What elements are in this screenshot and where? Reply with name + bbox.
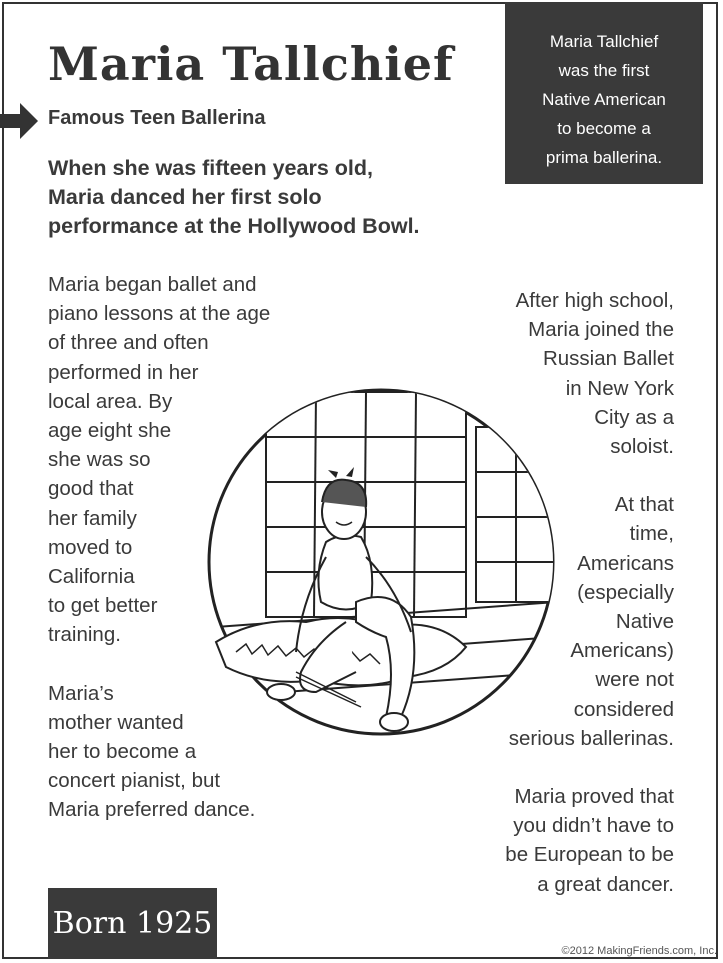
subtitle: Famous Teen Ballerina xyxy=(48,107,266,129)
fact-line: Maria Tallchief xyxy=(549,32,659,51)
text-line: she was so xyxy=(48,448,151,472)
text-line: to get better xyxy=(48,594,158,618)
text-line: you didn’t have to xyxy=(513,814,674,838)
text-line: After high school, xyxy=(515,289,674,312)
text-line: a great dancer. xyxy=(537,872,674,896)
text-line: Native xyxy=(615,610,674,634)
text-line: training. xyxy=(48,623,121,647)
text-line: be European to be xyxy=(505,843,674,867)
text-line: California xyxy=(48,565,135,589)
page-title: Maria Tallchief xyxy=(48,37,454,91)
fact-line: prima ballerina. xyxy=(545,148,663,167)
text-line: concert pianist, but xyxy=(48,769,221,793)
text-line: Maria joined the xyxy=(528,318,674,342)
text-line: serious ballerinas. xyxy=(508,726,674,750)
fact-box xyxy=(505,2,703,184)
text-line: moved to xyxy=(48,535,133,559)
text-line: time, xyxy=(629,522,674,546)
text-line: her family xyxy=(48,506,137,530)
text-line: Maria began ballet and xyxy=(48,273,257,296)
fact-line: to become a xyxy=(557,119,651,138)
text-line: At that xyxy=(614,493,674,517)
text-line: considered xyxy=(573,697,674,721)
text-line: Russian Ballet xyxy=(542,347,674,371)
born-badge: Born 1925 xyxy=(48,888,217,959)
text-line: local area. By xyxy=(48,389,173,413)
text-line: good that xyxy=(48,477,134,501)
text-line: were not xyxy=(595,668,674,692)
text-line: piano lessons at the age xyxy=(48,302,271,326)
text-line: Maria proved that xyxy=(514,785,674,809)
fact-line: was the first xyxy=(558,61,650,80)
ballerina-illustration xyxy=(196,372,576,782)
text-line: Maria preferred dance. xyxy=(48,798,256,822)
lead-line: performance at the Hollywood Bowl. xyxy=(48,214,420,238)
text-line: performed in her xyxy=(48,360,199,384)
arrow-right-icon xyxy=(0,103,38,139)
text-line: Americans) xyxy=(570,639,674,663)
text-line: Americans xyxy=(577,551,674,575)
text-line: in New York xyxy=(565,376,674,400)
copyright-notice: ©2012 MakingFriends.com, Inc. xyxy=(561,945,717,957)
fact-line: Native American xyxy=(542,90,666,109)
text-line: mother wanted xyxy=(48,710,184,734)
text-line: age eight she xyxy=(48,419,172,443)
text-line: soloist. xyxy=(610,435,674,459)
text-line: of three and often xyxy=(48,331,209,355)
lead-line: Maria danced her first solo xyxy=(48,185,322,209)
lead-paragraph xyxy=(48,154,458,241)
text-line: City as a xyxy=(594,405,674,429)
text-line: Maria’s xyxy=(48,681,114,705)
text-line: her to become a xyxy=(48,740,197,764)
text-line: (especially xyxy=(577,580,674,604)
lead-line: When she was fifteen years old, xyxy=(48,156,373,180)
